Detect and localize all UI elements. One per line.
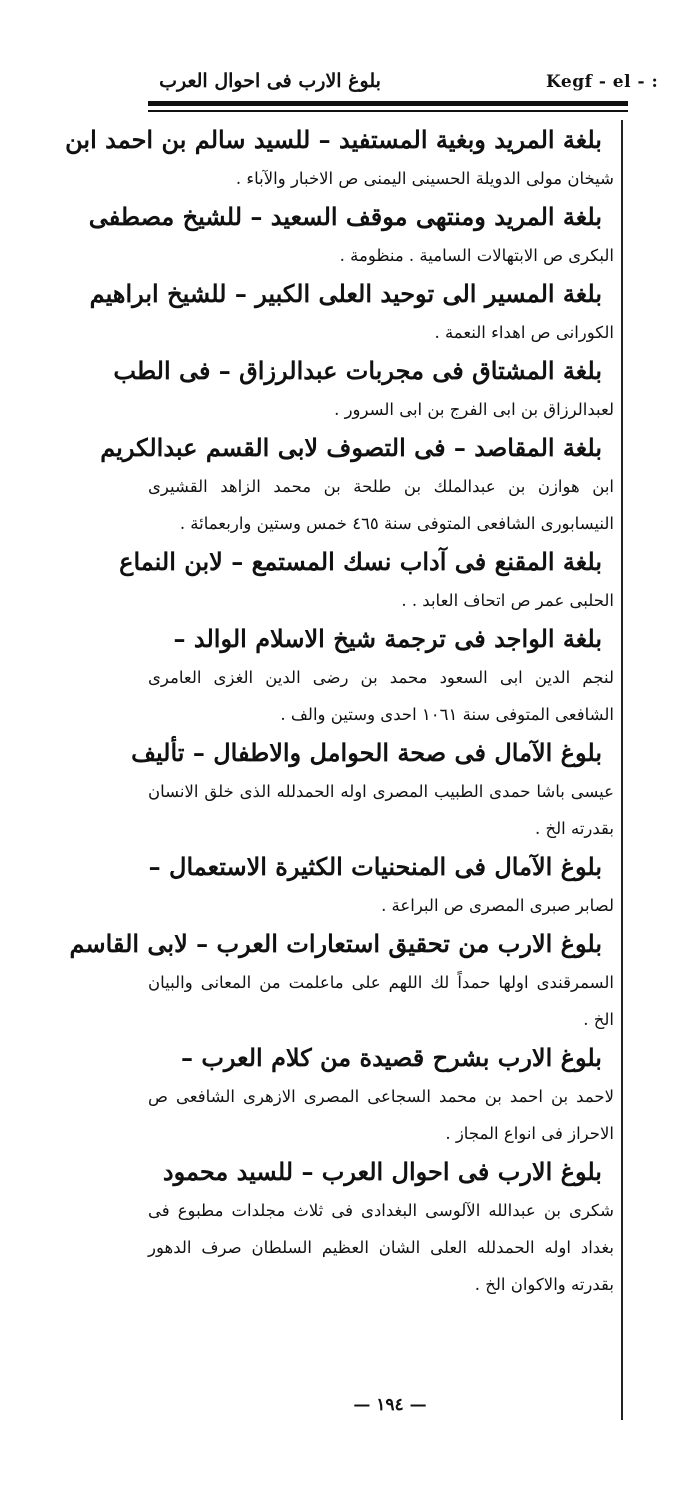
catalog-entry	[148, 1152, 614, 1303]
entry-title: بلوغ الارب فى احوال العرب – للسيد محمود	[162, 1157, 602, 1186]
entry-description: شكرى بن عبدالله الآلوسى البغدادى فى ثلاث مجلدات مطبوع فى بغداد اوله الحمدلله العلى الشان العظيم السلطان صرف الدهور بقدرته والاكوان الخ .	[148, 1201, 614, 1294]
entry-description: لاحمد بن احمد بن محمد السجاعى المصرى الازهرى الشافعى ص الاحراز فى انواع المجاز .	[148, 1087, 614, 1143]
entry-description: لصابر صبرى المصرى ص البراعة .	[381, 896, 614, 915]
entry-description: الحلبى عمر ص اتحاف العابد . .	[401, 591, 614, 610]
catalog-entry	[65, 120, 614, 197]
entry-title: بلغة المريد وبغية المستفيد – للسيد سالم بن احمد ابن	[65, 125, 602, 154]
page-header-code: Kegf - el - :	[546, 72, 659, 92]
entry-title: بلوغ الارب بشرح قصيدة من كلام العرب –	[180, 1043, 602, 1072]
catalog-entry	[148, 847, 614, 924]
column-rule	[621, 120, 623, 1420]
entry-description: السمرقندى اولها حمداً لك اللهم على ماعلمت من المعانى والبيان الخ .	[148, 973, 614, 1029]
catalog-entry	[100, 428, 614, 542]
entry-description: ابن هوازن بن عبدالملك بن طلحة بن محمد الزاهد القشيرى النيسابورى الشافعى المتوفى سنة ٤٦٥ خمس وستين واربعمائة .	[148, 477, 614, 533]
entry-description: عيسى باشا حمدى الطبيب المصرى اوله الحمدلله الذى خلق الانسان بقدرته الخ .	[148, 782, 614, 838]
catalog-entry	[148, 1038, 614, 1152]
entry-title: بلغة المسير الى توحيد العلى الكبير – للشيخ ابراهيم	[89, 279, 602, 308]
entry-description: لعبدالرزاق بن ابى الفرج بن ابى السرور .	[334, 400, 614, 419]
entry-description: البكرى ص الابتهالات السامية . منظومة .	[339, 246, 614, 265]
entry-description: الكورانى ص اهداء النعمة .	[434, 323, 614, 342]
catalog-entry	[113, 351, 614, 428]
entry-description: لنجم الدين ابى السعود محمد بن رضى الدين الغزى العامرى الشافعى المتوفى سنة ١٠٦١ احدى وستين والف .	[148, 668, 614, 724]
header-rule-thin	[148, 110, 628, 112]
entry-title: بلغة المشتاق فى مجربات عبدالرزاق – فى الطب	[113, 356, 602, 385]
entry-title: بلوغ الآمال فى المنحنيات الكثيرة الاستعمال –	[148, 852, 602, 881]
catalog-entry	[148, 619, 614, 733]
catalog-entries	[65, 120, 614, 1303]
entry-title: بلوغ الآمال فى صحة الحوامل والاطفال – تأليف	[131, 738, 602, 767]
entry-description: شيخان مولى الدويلة الحسينى اليمنى ص الاخبار والآباء .	[235, 169, 614, 188]
entry-title: بلغة المقنع فى آداب نسك المستمع – لابن النماع	[119, 547, 602, 576]
entry-title: بلغة الواجد فى ترجمة شيخ الاسلام الوالد –	[173, 624, 602, 653]
catalog-entry	[89, 274, 614, 351]
page-number: — ١٩٤ —	[353, 1395, 427, 1415]
catalog-entry	[69, 924, 614, 1038]
page-header-title: بلوغ الارب فى احوال العرب	[159, 70, 381, 92]
header-rule-thick	[148, 101, 628, 106]
catalog-entry	[88, 197, 614, 274]
entry-title: بلغة المقاصد – فى التصوف لابى القسم عبدالكريم	[100, 433, 602, 462]
entry-title: بلوغ الارب من تحقيق استعارات العرب – لابى القاسم	[69, 929, 602, 958]
catalog-entry	[131, 733, 614, 847]
catalog-entry	[119, 542, 614, 619]
entry-title: بلغة المريد ومنتهى موقف السعيد – للشيخ مصطفى	[88, 202, 602, 231]
